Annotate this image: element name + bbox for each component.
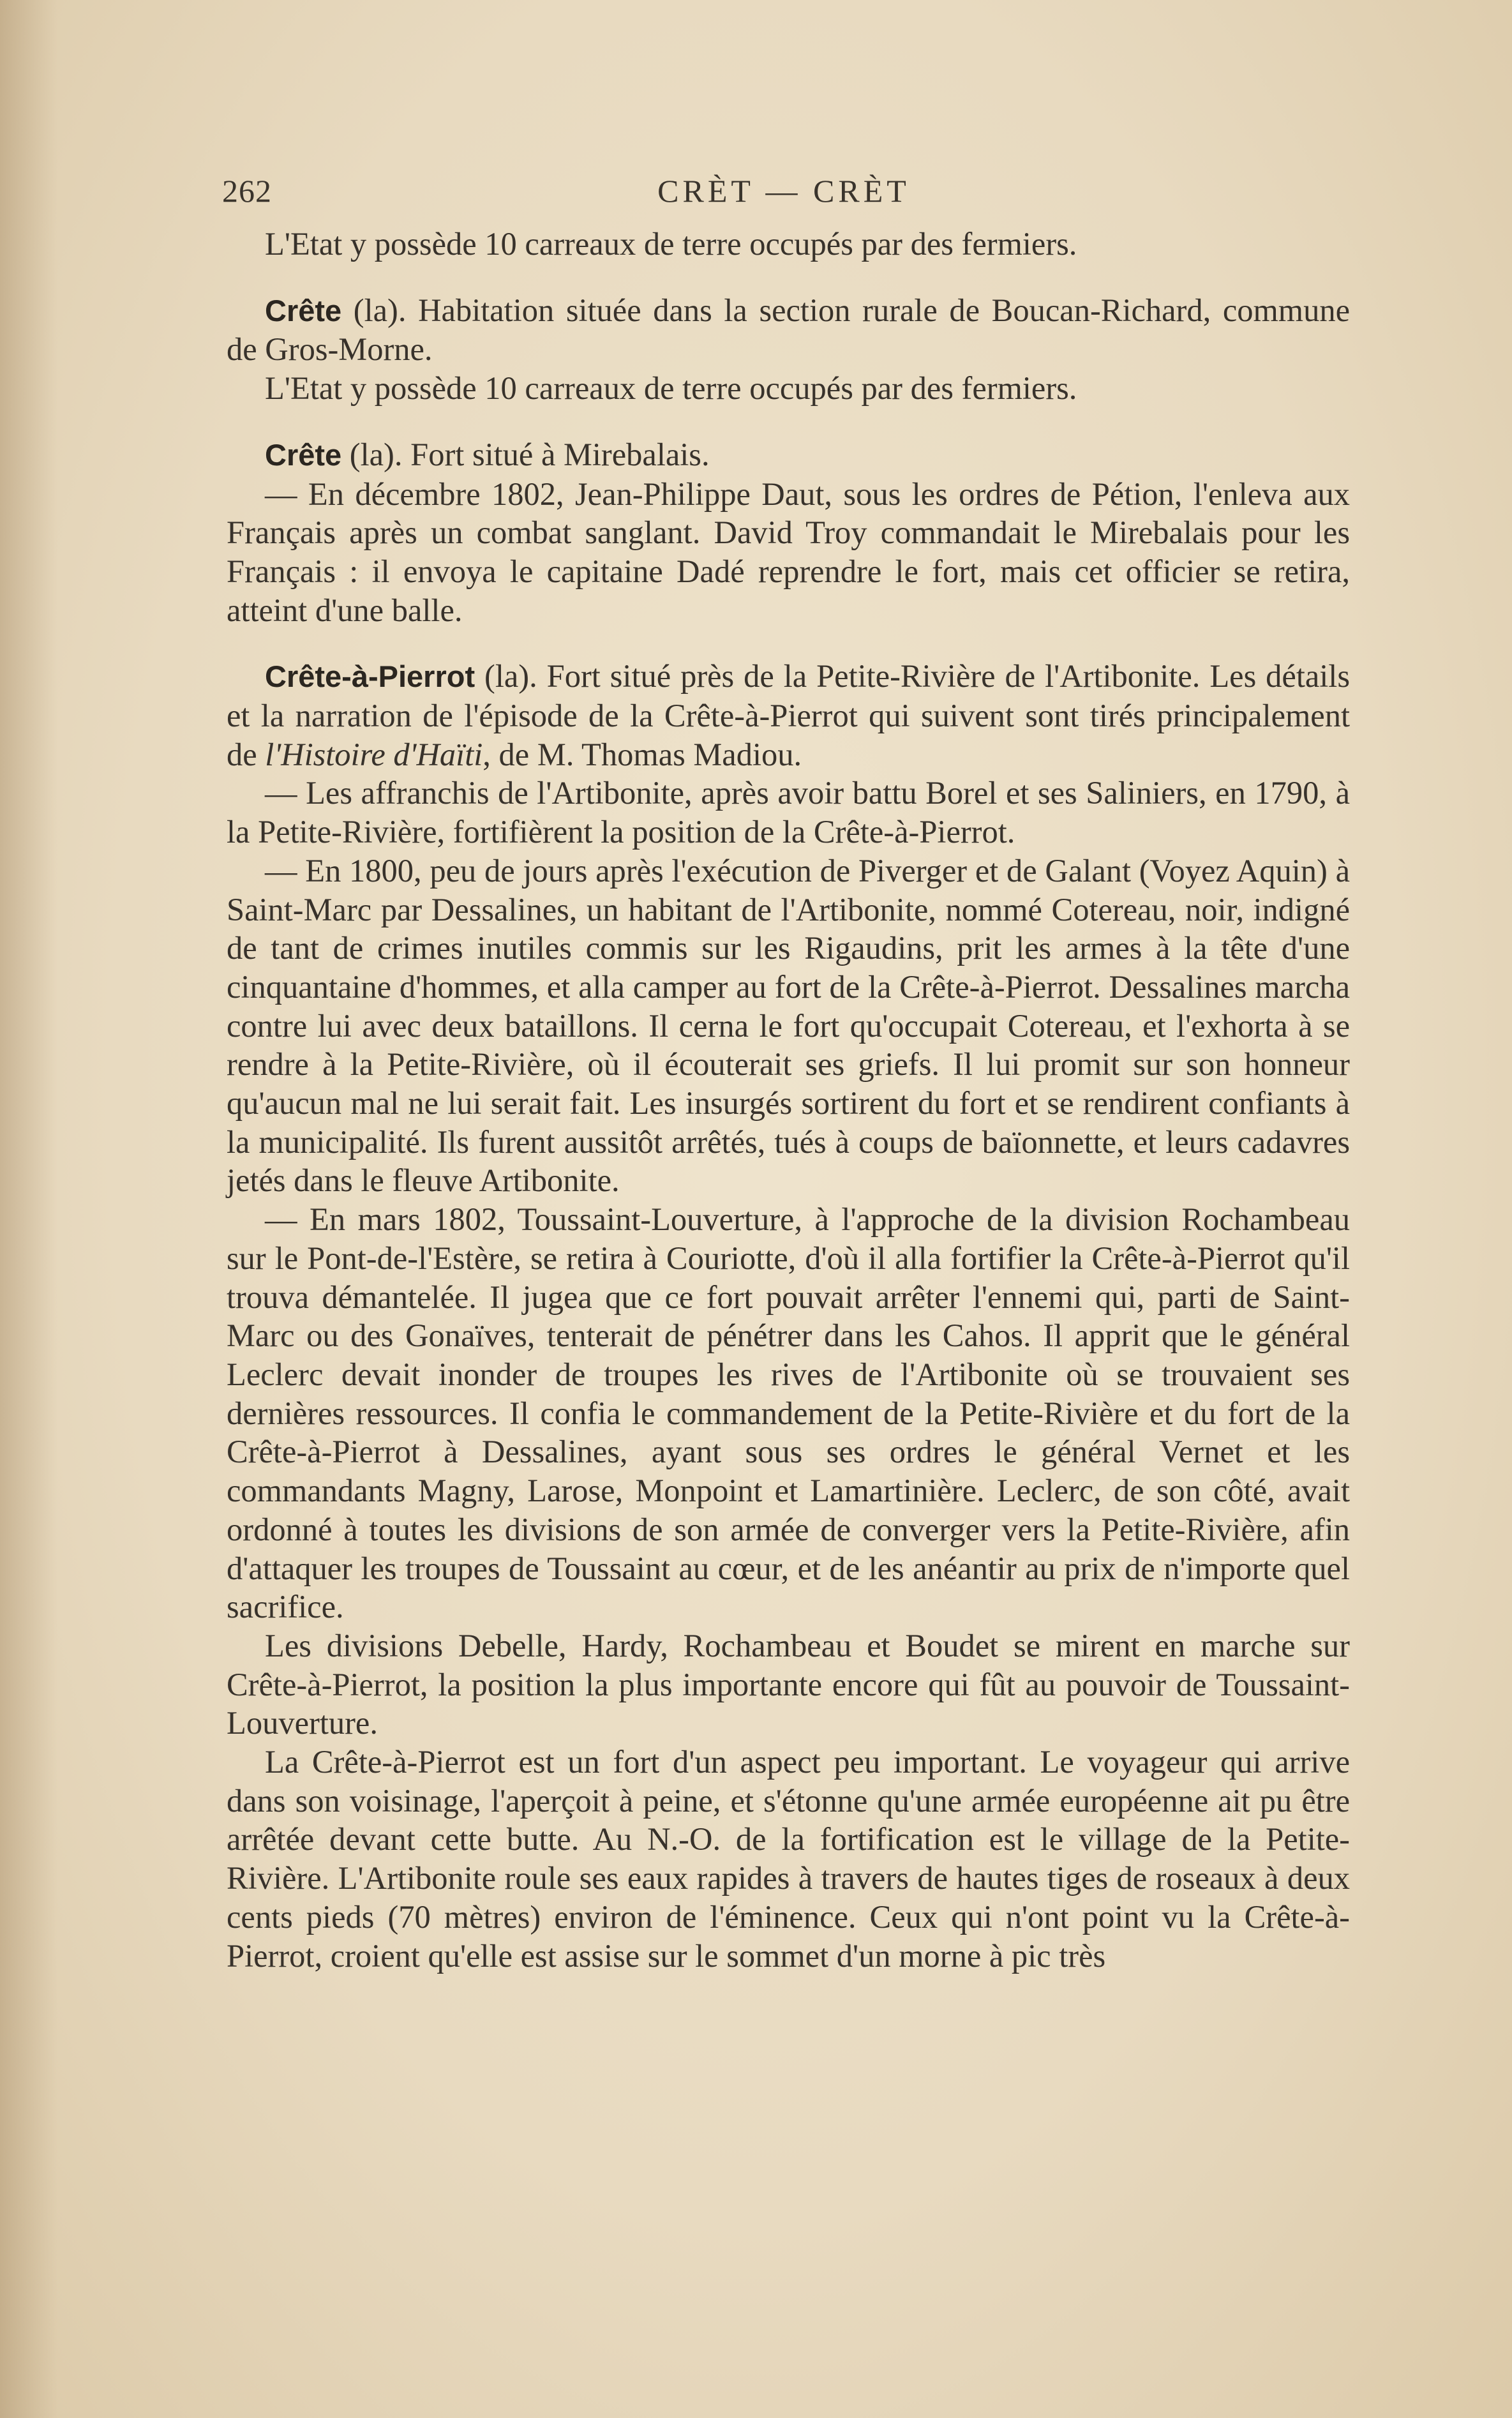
entry-suffix: (la). (341, 292, 419, 328)
paragraph-3: L'Etat y possède 10 carreaux de terre occupés par des fermiers. (265, 370, 1077, 407)
entry-suffix: (la). (475, 658, 547, 695)
paragraph-8: — En 1800, peu de jours après l'exécution de Piverger et de Galant (Voyez Aquin) à Saint-Marc par Dessalines, un habitant de l'Artibonite, nommé Cotereau, noir, indigné de tant de crimes inutiles commis sur les Rigaudins, prit les armes à la tête d'une cinquantaine d'hommes, et alla camper au fort de la Crête-à-Pierrot. Dessalines marcha contre lui avec deux bataillons. Il cerna le fort qu'occupait Cotereau, et l'exhorta à se rendre à la Petite-Rivière, où il écouterait ses griefs. Il lui promit sur son honneur qu'aucun mal ne lui serait fait. Les insurgés sortirent du fort et se rendirent confiants à la municipalité. Ils furent aussitôt arrêtés, tués à coups de baïonnette, et leurs cadavres jetés dans le fleuve Artibonite. (227, 852, 1350, 1199)
entry-crete-a-pierrot (227, 657, 1350, 774)
entry-text-before: Fort situé près de la Petite-Rivière de l'Artibonite. Les détails et la narration de l'épisode de la Crête-à-Pierrot qui suivent sont tirés principalement de (227, 658, 1350, 772)
entry-title: Crête (265, 293, 342, 327)
paragraph-9: — En mars 1802, Toussaint-Louverture, à l'approche de la division Rochambeau sur le Pont-de-l'Estère, se retira à Couriotte, d'où il alla fortifier la Crête-à-Pierrot qu'il trouva démantelée. Il jugea que ce fort pouvait arrêter l'ennemi qui, parti de Saint-Marc ou des Gonaïves, tenterait de pénétrer dans les Cahos. Il apprit que le général Leclerc devait inonder de troupes les rives de l'Artibonite où se trouvaient ses dernières ressources. Il confia le commandement de la Petite-Rivière et du fort de la Crête-à-Pierrot à Dessalines, ayant sous ses ordres le général Vernet et les commandants Magny, Larose, Monpoint et Lamartinière. Leclerc, de son côté, avait ordonné à toutes les divisions de son armée de converger vers la Petite-Rivière, afin d'attaquer les troupes de Toussaint au cœur, et de les anéantir au prix de n'importe quel sacrifice. (227, 1201, 1350, 1625)
entry-text: Habitation située dans la section rurale de Boucan-Richard, commune de Gros-Morne. (227, 292, 1350, 368)
paragraph-11: La Crête-à-Pierrot est un fort d'un aspect peu important. Le voyageur qui arrive dans son voisinage, l'aperçoit à peine, et s'étonne qu'une armée européenne ait pu être arrêtée devant cette butte. Au N.-O. de la fortification est le village de la Petite-Rivière. L'Artibonite roule ses eaux rapides à travers de hautes tiges de roseaux à deux cents pieds (70 mètres) environ de l'éminence. Ceux qui n'ont point vu la Crête-à-Pierrot, croient qu'elle est assise sur le sommet d'un morne à pic très (227, 1744, 1350, 1974)
paragraph-7: — Les affranchis de l'Artibonite, après avoir battu Borel et ses Saliniers, en 1790, à la Petite-Rivière, fortifièrent la position de la Crête-à-Pierrot. (227, 775, 1350, 850)
entry-crete-habitation (227, 291, 1350, 369)
paragraph-10: Les divisions Debelle, Hardy, Rochambeau et Boudet se mirent en marche sur Crête-à-Pierrot, la position la plus importante encore qui fût au pouvoir de Toussaint-Louverture. (227, 1627, 1350, 1741)
entry-suffix: (la). (341, 436, 411, 472)
entry-title: Crête-à-Pierrot (265, 659, 475, 694)
entry-crete-fort (227, 435, 1350, 475)
entry-text-after: , de M. Thomas Madiou. (483, 736, 802, 772)
paragraph-5: — En décembre 1802, Jean-Philippe Daut, sous les ordres de Pétion, l'enleva aux Français après un combat sanglant. David Troy commandait le Mirebalais pour les Français : il envoya le capitaine Dadé reprendre le fort, mais cet officier se retira, atteint d'une balle. (227, 476, 1350, 628)
entry-text: Fort situé à Mirebalais. (410, 436, 710, 472)
page-number: 262 (222, 173, 272, 209)
book-title-italic: l'Histoire d'Haïti (265, 736, 483, 772)
body-text (227, 225, 1350, 1975)
running-head: CRÈT — CRÈT (657, 173, 910, 209)
paragraph-1: L'Etat y possède 10 carreaux de terre occupés par des fermiers. (265, 226, 1077, 262)
page-header (222, 172, 1345, 217)
entry-title: Crête (265, 437, 342, 472)
